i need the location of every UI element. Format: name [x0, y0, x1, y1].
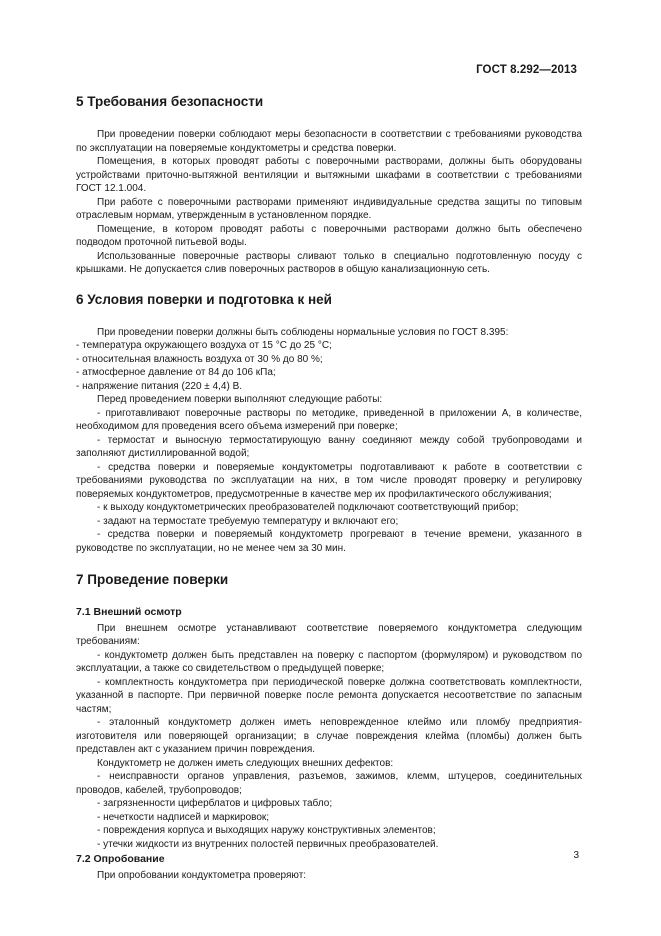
list-item: - напряжение питания (220 ± 4,4) В.: [76, 380, 243, 392]
paragraph: При проведении поверки соблюдают меры безопасности в соответствии с требованиями руководства по эксплуатации на поверяемые кондуктометры и средства поверки.: [76, 129, 582, 154]
list-item: - термостат и выносную термостатирующую ванну соединяют между собой трубопроводами и заполняют дистиллированной водой;: [76, 434, 582, 459]
paragraph: При внешнем осмотре устанавливают соответствие поверяемого кондуктометра следующим требованиям:: [76, 622, 582, 647]
list-item: - средства поверки и поверяемые кондуктометры подготавливают к работе в соответствии с требованиями руководства по эксплуатации на них, в том числе проводят проверку и регулировку поверяемых кондуктометров, предусмотренные в качестве мер их профилактического обслуживания;: [76, 461, 582, 500]
section-6: [76, 292, 582, 556]
list-item: - атмосферное давление от 84 до 106 кПа;: [76, 367, 276, 378]
paragraph: Перед проведением поверки выполняют следующие работы:: [97, 394, 383, 405]
list-item: - кондуктометр должен быть представлен на поверку с паспортом (формуляром) и руководством по эксплуатации, а также со свидетельством о предыдущей поверке;: [76, 649, 582, 674]
list-item: - неисправности органов управления, разъемов, зажимов, клемм, штуцеров, соединительных проводов, кабелей, трубопроводов;: [76, 771, 582, 796]
paragraph: Помещение, в котором проводят работы с поверочными растворами должно быть обеспечено подводом проточной питьевой воды.: [76, 223, 582, 248]
list-item: - комплектность кондуктометра при периодической поверке должна соответствовать комплектности, указанной в паспорте. При первичной поверке после ремонта допускается несоответствие по запасным частям;: [76, 676, 582, 715]
paragraph: Кондуктометр не должен иметь следующих внешних дефектов:: [97, 757, 394, 769]
list-item: - задают на термостате требуемую температуру и включают его;: [97, 515, 399, 527]
page-number: 3: [573, 850, 579, 861]
list-item: - эталонный кондуктометр должен иметь неповрежденное клеймо или пломбу предприятия-изготовителя или поверяющей организации; в случае повреждения клейма (пломбы) должен быть представлен акт с указанием причин повреждения.: [76, 717, 582, 755]
list-item: - загрязненности циферблатов и цифровых табло;: [97, 798, 333, 809]
section-7: [76, 572, 582, 882]
paragraph: При работе с поверочными растворами применяют индивидуальные средства защиты по типовым отраслевым нормам, утвержденным в установленном порядке.: [76, 196, 582, 221]
list-item: - приготавливают поверочные растворы по методике, приведенной в приложении А, в количестве, необходимом для проведения всего объема измерений при поверке;: [76, 407, 582, 432]
subsection-7-2-title: 7.2 Опробование: [76, 853, 165, 865]
paragraph: Помещения, в которых проводят работы с поверочными растворами, должны быть оборудованы устройствами приточно-вытяжной вентиляции и вытяжными шкафами в соответствии с требованиями ГОСТ 12.1.004.: [76, 156, 582, 194]
section-5: [76, 94, 582, 277]
paragraph: При опробовании кондуктометра проверяют:: [97, 869, 307, 881]
list-item: - температура окружающего воздуха от 15 °С до 25 °С;: [76, 340, 332, 351]
section-6-title: 6 Условия поверки и подготовка к ней: [76, 291, 332, 307]
list-item: - к выходу кондуктометрических преобразователей подключают соответствующий прибор;: [97, 502, 519, 513]
list-item: - утечки жидкости из внутренних полостей первичных преобразователей.: [97, 838, 439, 850]
list-item: - повреждения корпуса и выходящих наружу конструктивных элементов;: [97, 825, 436, 836]
list-item: - нечеткости надписей и маркировок;: [97, 811, 270, 823]
subsection-7-1-title: 7.1 Внешний осмотр: [76, 606, 182, 618]
paragraph: Использованные поверочные растворы сливают только в специально подготовленную посуду с крышками. Не допускается слив поверочных растворов в общую канализационную сеть.: [76, 250, 582, 275]
paragraph: При проведении поверки должны быть соблюдены нормальные условия по ГОСТ 8.395:: [97, 326, 509, 338]
list-item: - средства поверки и поверяемый кондуктометр прогревают в течение времени, указанного в руководстве по эксплуатации, но не менее чем за 30 мин.: [76, 529, 582, 554]
page-content: [76, 94, 582, 882]
section-7-title: 7 Проведение поверки: [76, 572, 229, 587]
section-5-title: 5 Требования безопасности: [76, 94, 264, 109]
list-item: - относительная влажность воздуха от 30 % до 80 %;: [76, 353, 323, 365]
document-code: ГОСТ 8.292—2013: [476, 64, 577, 76]
